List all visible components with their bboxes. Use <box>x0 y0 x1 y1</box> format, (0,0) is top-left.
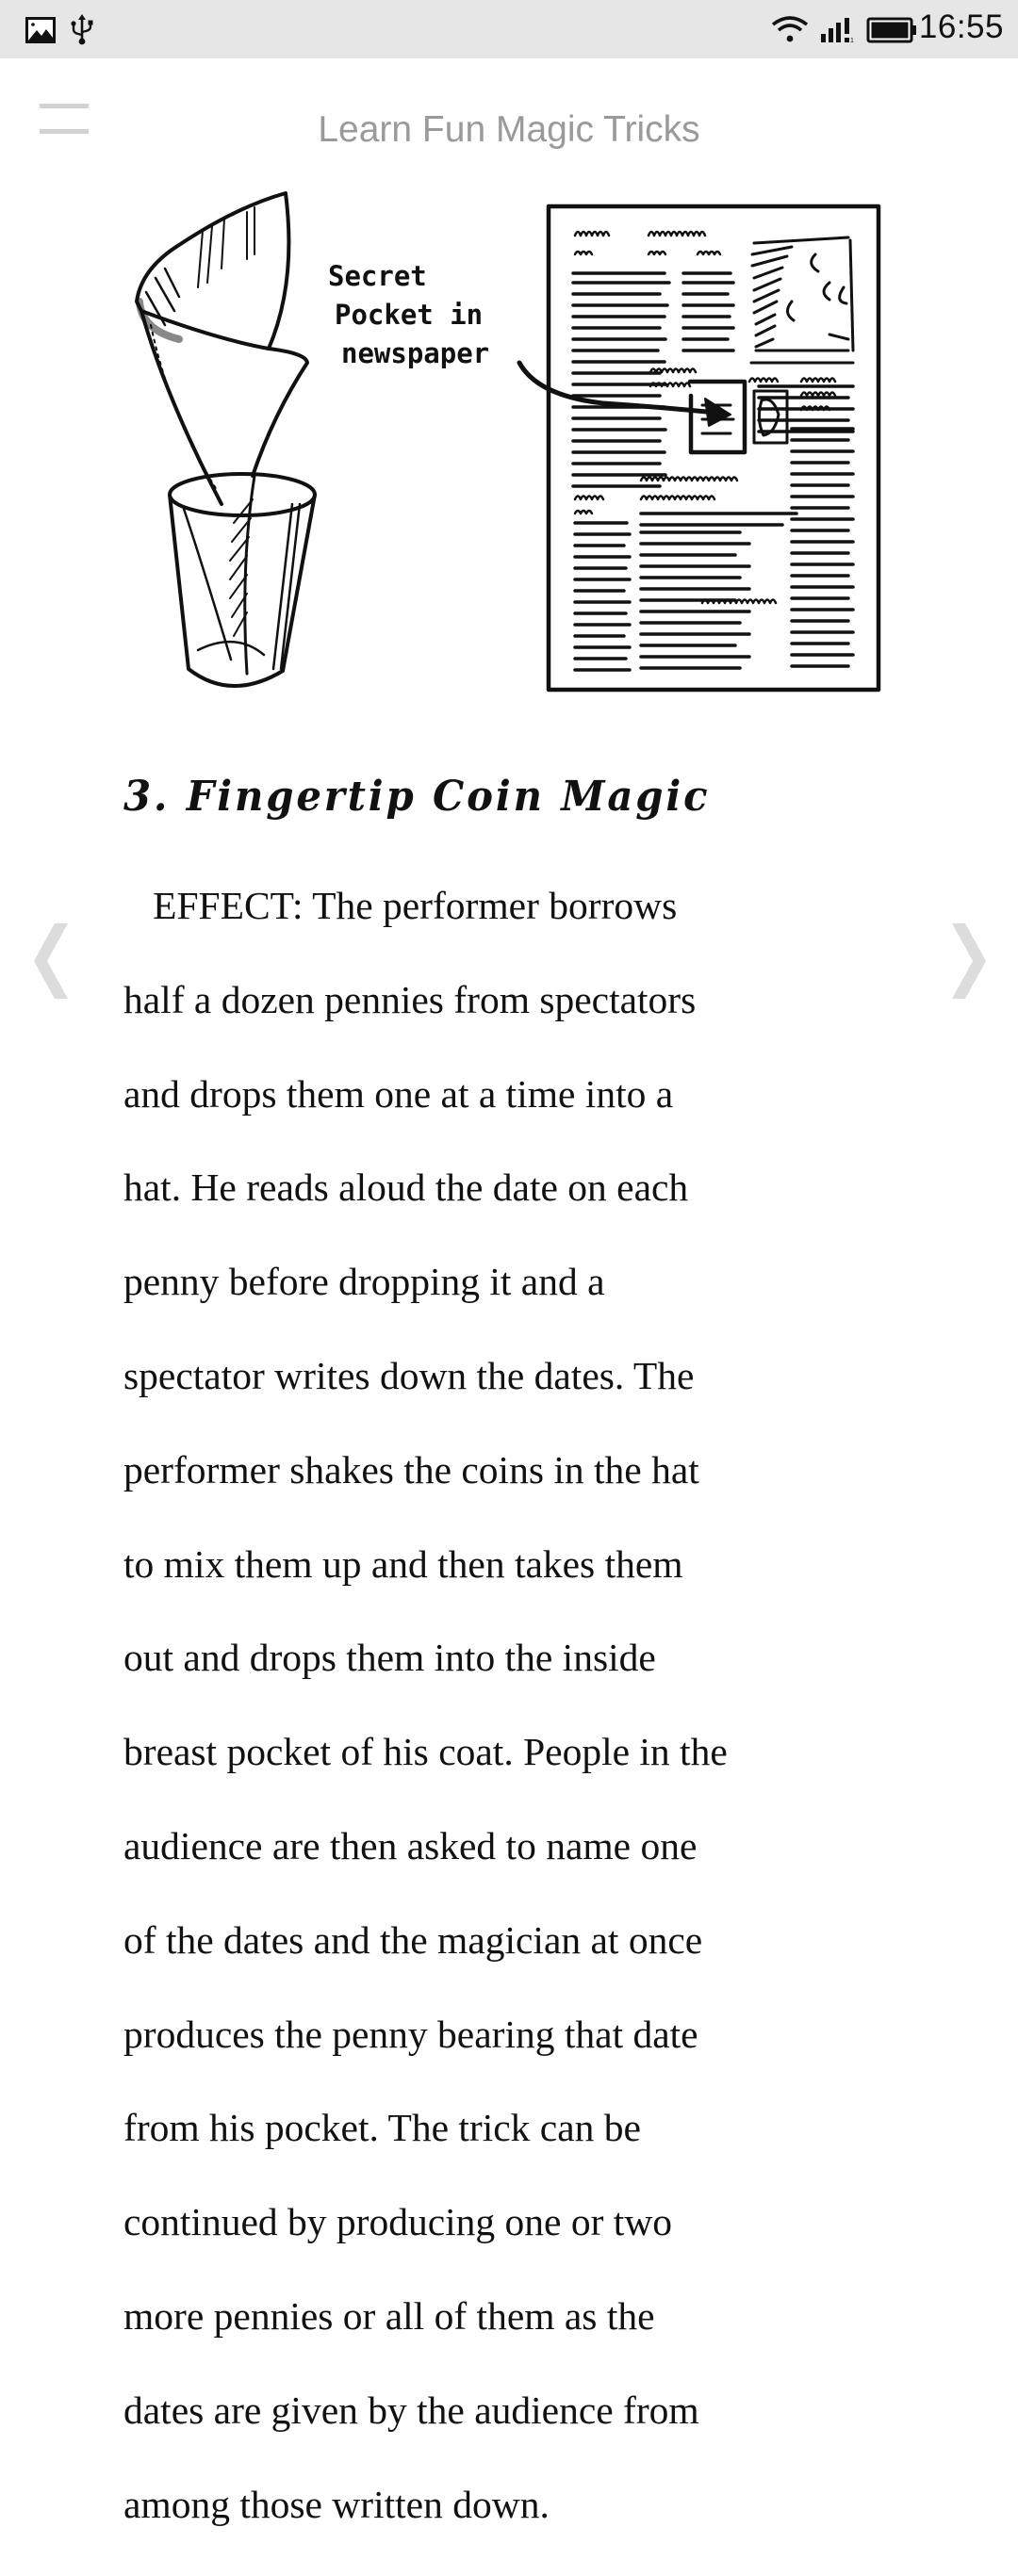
image-icon <box>25 17 56 43</box>
glass-rim <box>170 474 315 515</box>
body-line: and drops them one at a time into a <box>123 1071 674 1116</box>
paper-cone <box>137 193 288 349</box>
body-line: dates are given by the audience from <box>123 2388 699 2432</box>
newspaper-cartoon <box>751 237 853 363</box>
illustration-secret-pocket <box>118 184 891 707</box>
svg-text:1: 1 <box>850 38 854 43</box>
menu-line <box>40 104 89 108</box>
caption-line-1: Secret <box>328 260 427 292</box>
battery-icon <box>866 17 919 43</box>
caption-line-3: newspaper <box>341 337 490 369</box>
status-time: 16:55 <box>918 8 1004 45</box>
usb-icon <box>70 14 94 46</box>
app-title: Learn Fun Magic Tricks <box>318 109 700 150</box>
body-line: hat. He reads aloud the date on each <box>123 1166 689 1210</box>
illustration-caption <box>328 260 489 369</box>
article <box>123 768 878 2576</box>
wifi-icon <box>771 15 809 43</box>
article-title: 3. Fingertip Coin Magic <box>123 773 711 821</box>
body-line: continued by producing one or two <box>123 2200 673 2244</box>
body-line: performer shakes the coins in the hat <box>123 1447 699 1492</box>
body-line: from his pocket. The trick can be <box>123 2106 641 2150</box>
article-body <box>123 836 878 2576</box>
newspaper-page <box>549 206 878 690</box>
cell-signal-icon <box>820 17 856 43</box>
body-line: audience are then asked to name one <box>123 1824 698 1868</box>
chevron-left-icon[interactable] <box>28 919 85 1003</box>
body-line: more pennies or all of them as the <box>123 2294 655 2339</box>
body-line: out and drops them into the inside <box>123 1636 656 1680</box>
body-line: EFFECT: The performer borrows <box>123 883 678 927</box>
body-line: breast pocket of his coat. People in the <box>123 1730 728 1774</box>
body-line: penny before dropping it and a <box>123 1260 605 1304</box>
status-bar <box>0 0 1018 58</box>
glass-body <box>170 495 315 686</box>
body-line: half a dozen pennies from spectators <box>123 977 697 1021</box>
body-line: spectator writes down the dates. The <box>123 1353 695 1397</box>
chevron-right-icon[interactable] <box>943 919 999 1003</box>
body-line: produces the penny bearing that date <box>123 2012 698 2056</box>
caption-line-2: Pocket in <box>335 299 484 331</box>
body-line: of the dates and the magician at once <box>123 1917 703 1962</box>
body-line: to mix them up and then takes them <box>123 1541 683 1586</box>
newspaper-columns <box>573 273 853 670</box>
app-bar <box>0 58 1018 181</box>
body-line: among those written down. <box>123 2482 550 2526</box>
